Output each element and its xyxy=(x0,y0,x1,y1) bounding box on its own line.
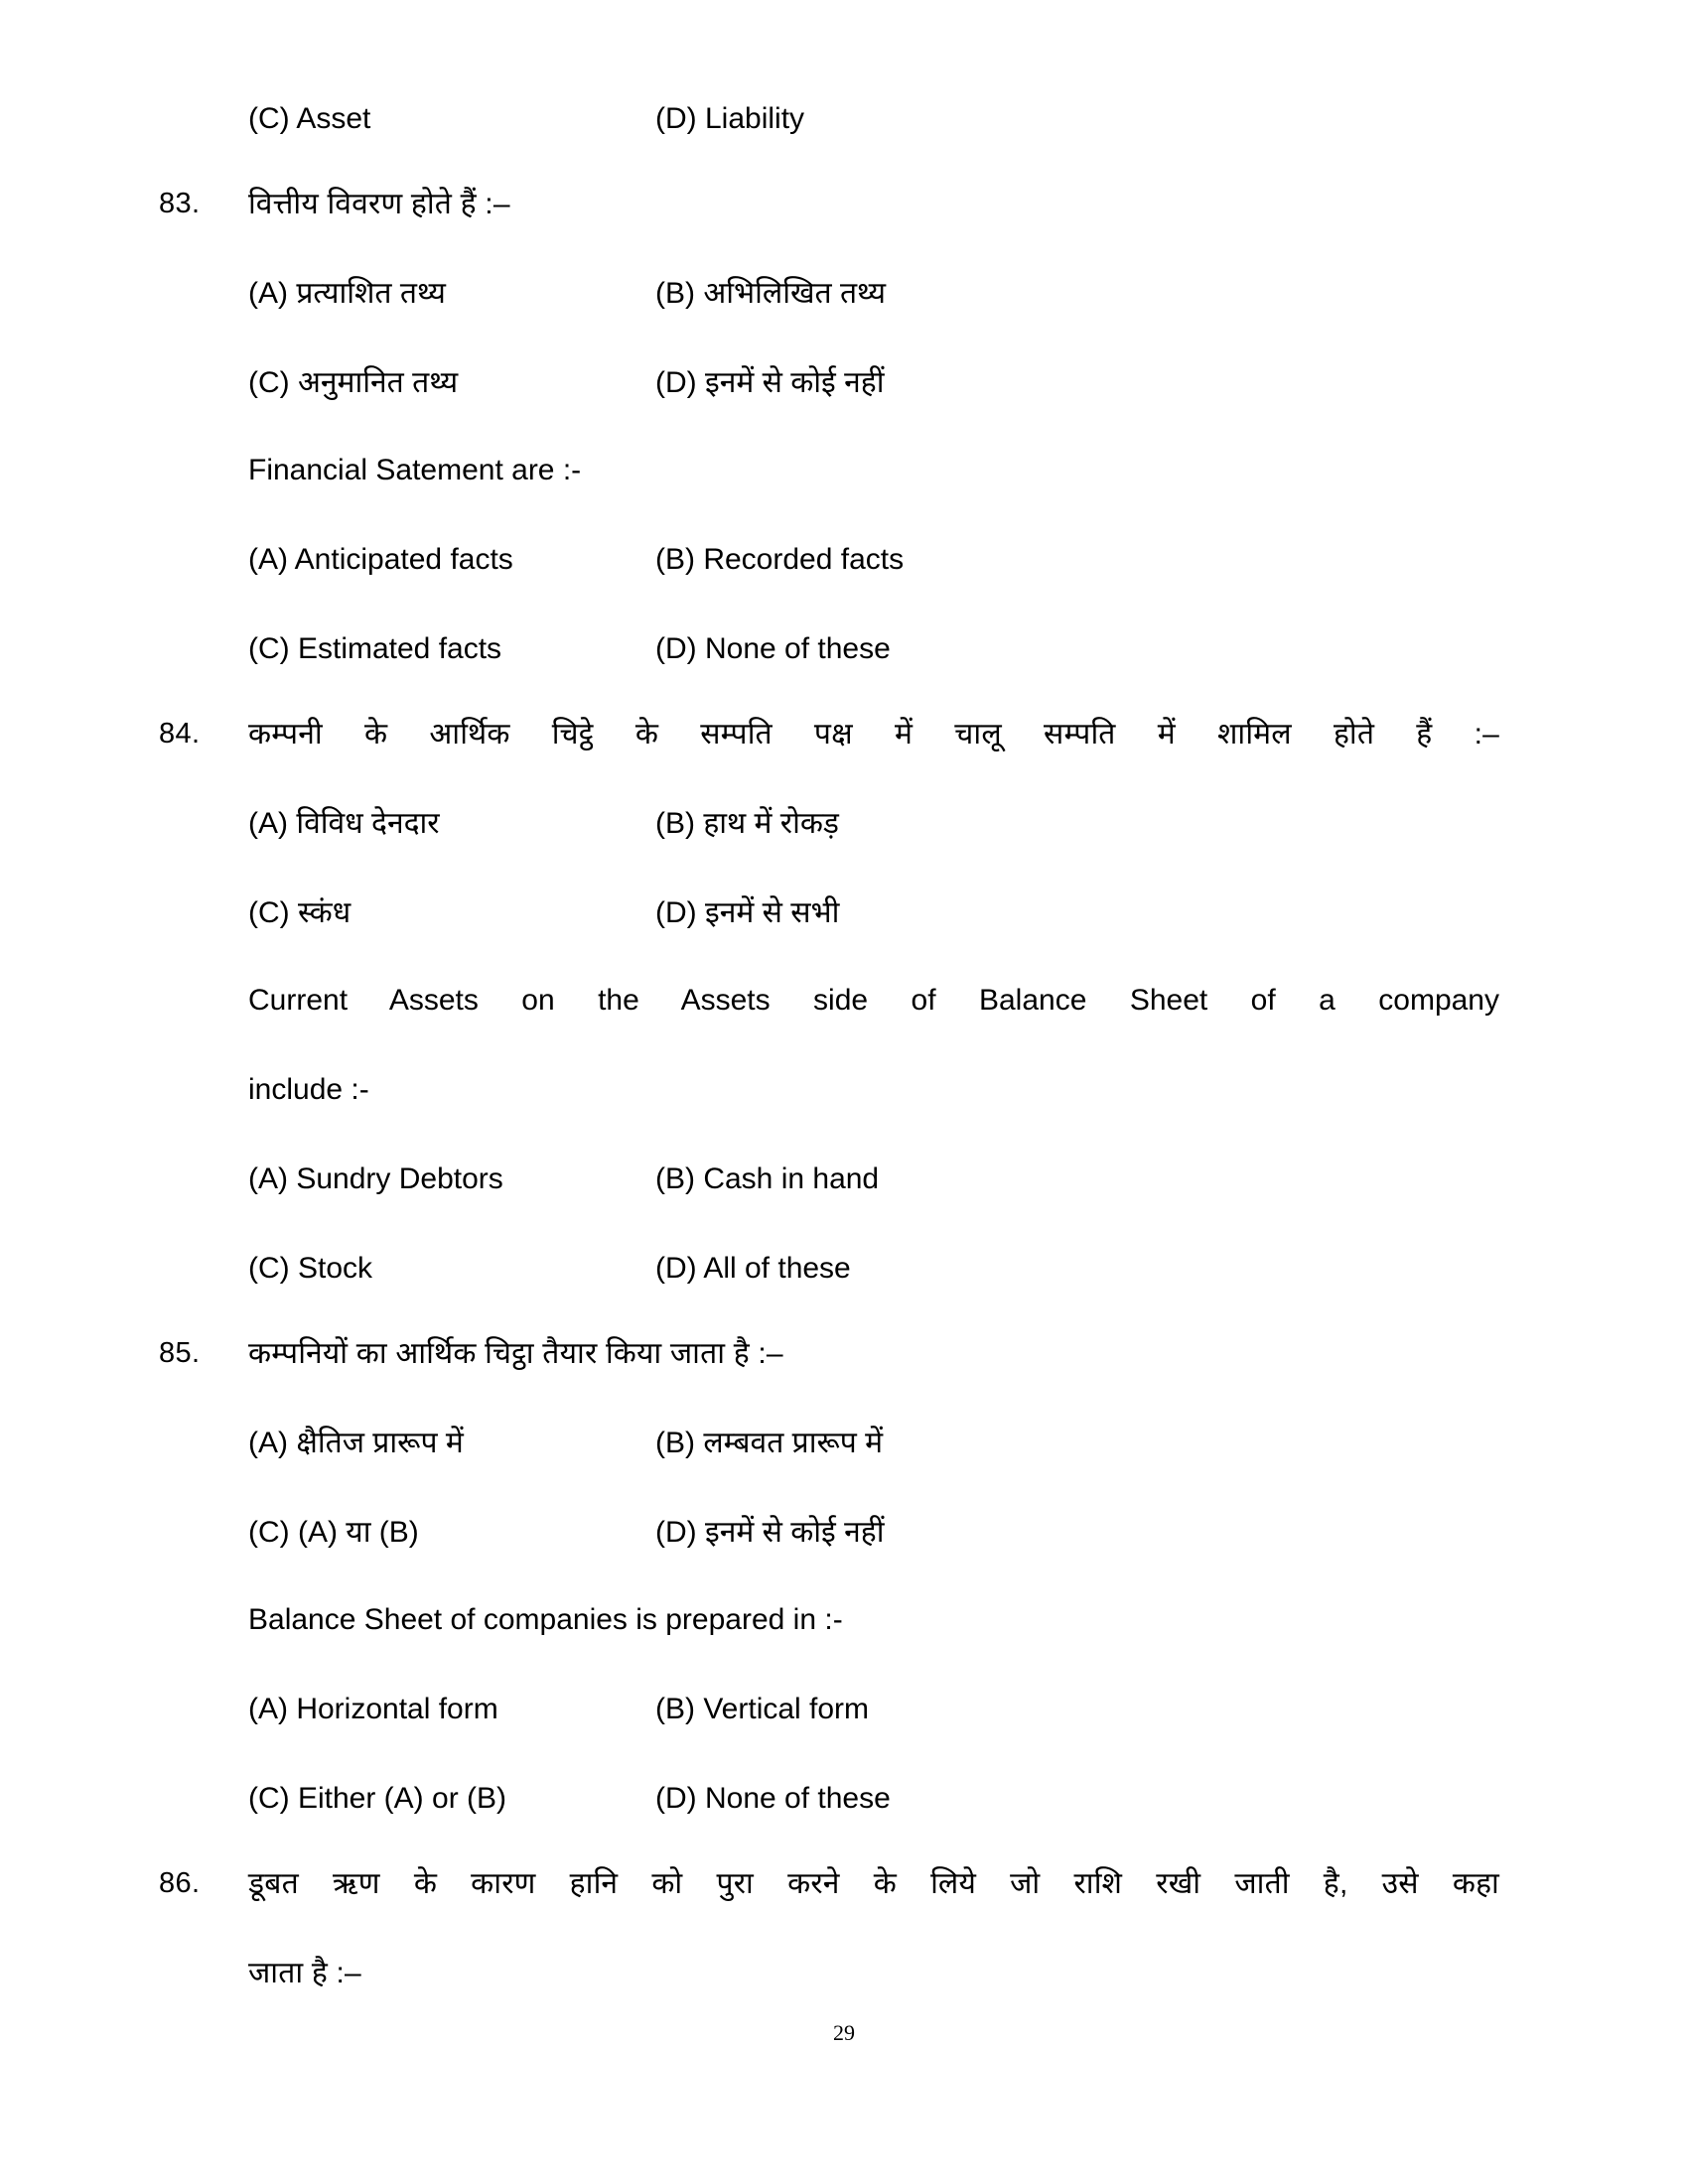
spacer xyxy=(248,1635,1499,1695)
question-86-stem-hindi-line-2: जाता है :– xyxy=(248,1957,361,1989)
question-84-number: 84. xyxy=(159,718,201,750)
question-86-number: 86. xyxy=(159,1867,201,1899)
question-85-option-d-hindi[interactable]: (D) इनमें से कोई नहीं xyxy=(655,1516,885,1549)
question-83-options-english-row-2 xyxy=(248,634,1499,664)
spacer xyxy=(248,1194,1499,1254)
question-84-options-english-row-1 xyxy=(248,1164,1499,1194)
question-83-option-d-hindi[interactable]: (D) इनमें से कोई नहीं xyxy=(655,366,885,399)
question-84-options-english-row-2 xyxy=(248,1254,1499,1284)
spacer xyxy=(248,1814,1499,1869)
spacer xyxy=(248,1016,1499,1075)
question-85-stem-hindi: कम्पनियों का आर्थिक चिट्ठा तैयार किया जाता है :– xyxy=(248,1337,783,1370)
question-83-number: 83. xyxy=(159,188,201,219)
spacer xyxy=(248,485,1499,545)
spacer xyxy=(248,575,1499,634)
spacer xyxy=(248,1899,1499,1959)
spacer xyxy=(248,1458,1499,1518)
question-83-option-a-hindi[interactable]: (A) प्रत्याशित तथ्य xyxy=(248,277,446,310)
question-85-options-english-row-1 xyxy=(248,1695,1499,1724)
spacer xyxy=(248,928,1499,986)
question-83-stem-hindi: वित्तीय विवरण होते हैं :– xyxy=(248,188,510,220)
question-85-options-english-row-2 xyxy=(248,1784,1499,1814)
question-84-option-b-english[interactable]: (B) Cash in hand xyxy=(655,1162,880,1195)
spacer xyxy=(248,1548,1499,1605)
question-84-stem-hindi: कम्पनी के आर्थिक चिट्ठे के सम्पति पक्ष में चालू सम्पति में शामिल होते हैं :– xyxy=(248,718,1499,751)
page-number: 29 xyxy=(833,2020,855,2045)
question-83-options-hindi-row-2 xyxy=(248,368,1499,398)
spacer xyxy=(248,219,1499,279)
question-85-option-d-english[interactable]: (D) None of these xyxy=(655,1782,891,1815)
question-83-options-hindi-row-1 xyxy=(248,279,1499,309)
question-85-options-hindi-row-2 xyxy=(248,1518,1499,1548)
spacer xyxy=(248,839,1499,898)
carryover-option-d: (D) Liability xyxy=(655,102,805,135)
question-83-option-d-english[interactable]: (D) None of these xyxy=(655,632,891,665)
question-83-options-english-row-1 xyxy=(248,545,1499,575)
spacer xyxy=(248,1105,1499,1164)
question-84-options-hindi-row-2 xyxy=(248,898,1499,928)
spacer xyxy=(248,1369,1499,1429)
question-84-option-c-english[interactable]: (C) Stock xyxy=(248,1252,373,1285)
question-85 xyxy=(159,1337,1499,1370)
spacer xyxy=(248,1284,1499,1339)
question-85-option-b-english[interactable]: (B) Vertical form xyxy=(655,1693,870,1725)
question-83-option-b-english[interactable]: (B) Recorded facts xyxy=(655,543,905,576)
spacer xyxy=(248,398,1499,456)
question-86-stem-hindi-line-1: डूबत ऋण के कारण हानि को पुरा करने के लिये जो राशि रखी जाती है, उसे कहा xyxy=(248,1867,1499,1900)
spacer xyxy=(248,134,1499,190)
spacer xyxy=(248,1724,1499,1784)
question-83-option-c-english[interactable]: (C) Estimated facts xyxy=(248,632,502,665)
question-85-option-b-hindi[interactable]: (B) लम्बवत प्रारूप में xyxy=(655,1427,884,1459)
question-83-stem-english: Financial Satement are :- xyxy=(248,454,582,486)
spacer xyxy=(248,750,1499,809)
question-85-option-c-english[interactable]: (C) Either (A) or (B) xyxy=(248,1782,507,1815)
question-85-options-hindi-row-1 xyxy=(248,1429,1499,1458)
question-85-number: 85. xyxy=(159,1337,201,1369)
carryover-options-row xyxy=(248,104,1499,134)
question-85-option-a-english[interactable]: (A) Horizontal form xyxy=(248,1693,498,1725)
spacer xyxy=(248,309,1499,368)
question-83-option-c-hindi[interactable]: (C) अनुमानित तथ्य xyxy=(248,366,459,399)
carryover-option-c: (C) Asset xyxy=(248,102,371,135)
question-85-stem-english: Balance Sheet of companies is prepared in :- xyxy=(248,1603,843,1636)
question-84-options-hindi-row-1 xyxy=(248,809,1499,839)
question-84-option-a-hindi[interactable]: (A) विविध देनदार xyxy=(248,807,440,840)
question-85-option-c-hindi[interactable]: (C) (A) या (B) xyxy=(248,1516,419,1549)
question-84 xyxy=(159,718,1499,751)
page-content xyxy=(159,102,1499,1989)
spacer xyxy=(248,664,1499,720)
question-85-option-a-hindi[interactable]: (A) क्षैतिज प्रारूप में xyxy=(248,1427,464,1459)
question-84-option-c-hindi[interactable]: (C) स्कंध xyxy=(248,896,352,929)
question-84-option-b-hindi[interactable]: (B) हाथ में रोकड़ xyxy=(655,807,839,840)
question-83-option-a-english[interactable]: (A) Anticipated facts xyxy=(248,543,513,576)
question-84-stem-english-line-2: include :- xyxy=(248,1073,369,1106)
question-84-option-d-english[interactable]: (D) All of these xyxy=(655,1252,851,1285)
question-83-option-b-hindi[interactable]: (B) अभिलिखित तथ्य xyxy=(655,277,887,310)
question-84-option-a-english[interactable]: (A) Sundry Debtors xyxy=(248,1162,503,1195)
question-86 xyxy=(159,1867,1499,1900)
question-83 xyxy=(159,188,1499,220)
question-84-stem-english-line-1: Current Assets on the Assets side of Balance Sheet of a company xyxy=(248,984,1499,1017)
question-84-option-d-hindi[interactable]: (D) इनमें से सभी xyxy=(655,896,840,929)
